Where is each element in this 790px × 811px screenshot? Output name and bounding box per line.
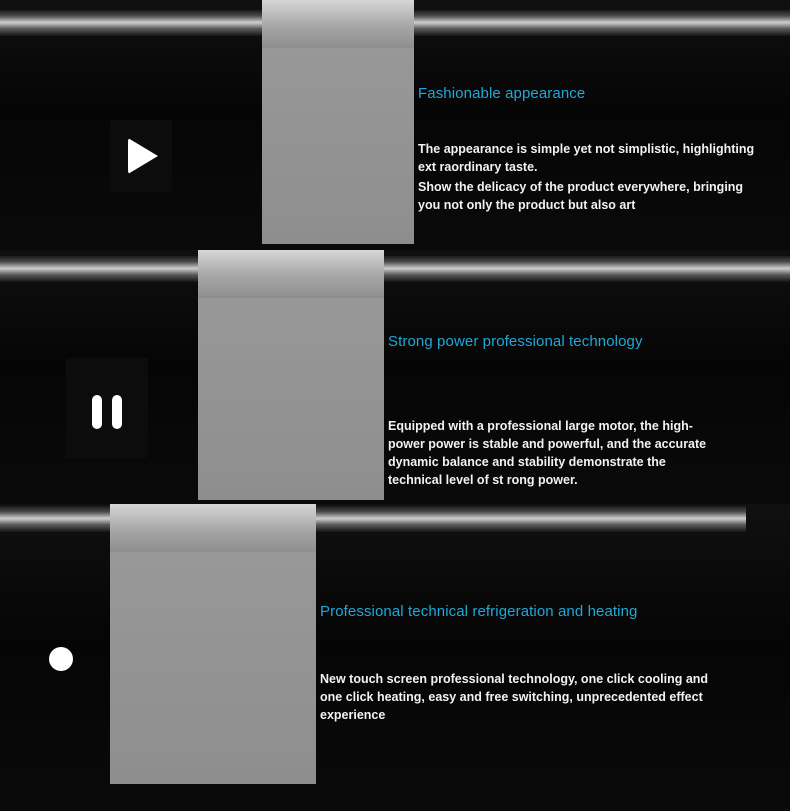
feature-title: Professional technical refrigeration and heating xyxy=(320,603,638,620)
feature-title: Fashionable appearance xyxy=(418,85,586,102)
description-line: Equipped with a professional large motor, the high-power power is stable and powerful, and the accurate dynamic balance and stability demonstrate the technical level of st rong power. xyxy=(388,419,707,487)
description-line: The appearance is simple yet not simplistic, highlighting ext raordinary taste. xyxy=(418,142,755,174)
play-icon-box[interactable] xyxy=(110,120,172,192)
panel-sheen xyxy=(110,504,316,552)
description-line: Show the delicacy of the product everywhere, bringing you not only the product but also art xyxy=(418,180,744,212)
pause-icon[interactable] xyxy=(112,395,122,429)
feature-description xyxy=(388,417,714,491)
description-line: New touch screen professional technology, one click cooling and one click heating, easy and free switching, unprecedented effect experience xyxy=(320,672,709,722)
metal-rod xyxy=(0,256,790,282)
feature-description xyxy=(320,670,712,726)
grey-panel xyxy=(110,504,316,784)
grey-panel xyxy=(198,250,384,500)
grey-panel xyxy=(262,0,414,244)
feature-section-appearance xyxy=(0,0,790,250)
feature-section-power xyxy=(0,250,790,504)
pause-icon-box[interactable] xyxy=(66,358,148,458)
feature-section-refrigeration xyxy=(0,504,790,811)
pause-icon[interactable] xyxy=(92,395,102,429)
dot-icon[interactable] xyxy=(49,647,73,671)
feature-title: Strong power professional technology xyxy=(388,333,643,350)
play-icon[interactable] xyxy=(128,138,158,174)
feature-description xyxy=(418,140,758,216)
panel-sheen xyxy=(198,250,384,298)
panel-sheen xyxy=(262,0,414,48)
